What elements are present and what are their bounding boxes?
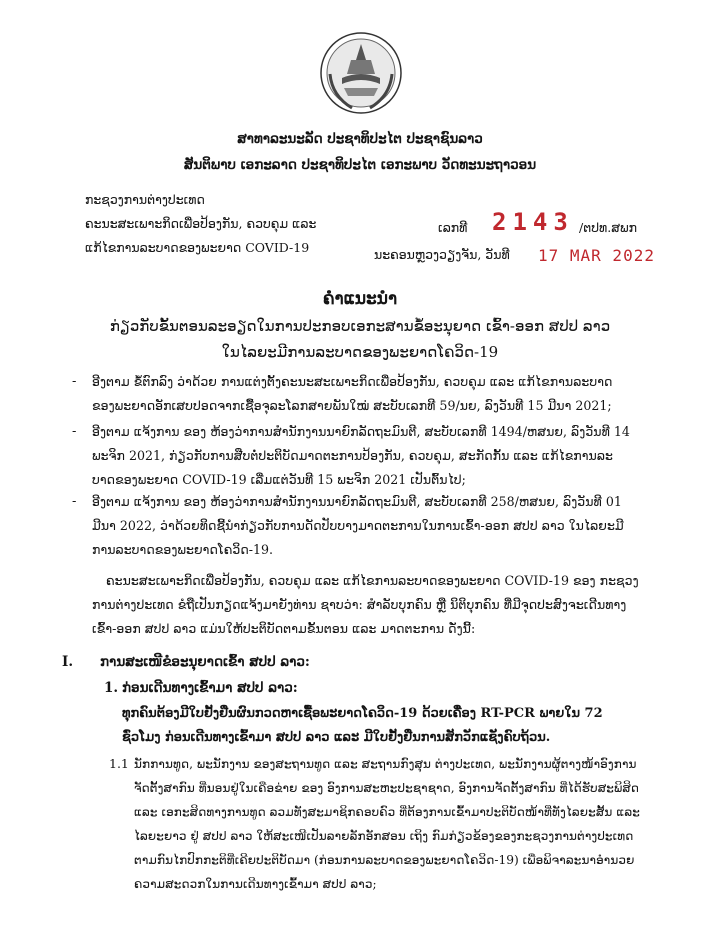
item-number: 1. bbox=[104, 680, 119, 696]
issuer-ministry: ກະຊວງການຕ່າງປະເທດ bbox=[85, 192, 205, 207]
document-title: ຄໍາແນະນໍາ bbox=[322, 289, 398, 309]
document-subtitle-line2: ໃນໄລຍະມີການລະບາດຂອງພະຍາດໂຄວິດ-19 bbox=[221, 343, 499, 361]
reference-item: ອີງຕາມ ແຈ້ງການ ຂອງ ຫ້ອງວ່າການສໍານັກງານນາຍົກລັດຖະມົນຕີ, ສະບັບເລກທີ 258/ຫສນຍ, ລົງວັນທີ 01 ມີນາ 2022, ວ່າດ້ວຍທິດຊີ້ນໍາກ່ຽວກັບການດັດປັບບາງມາດຕະການໃນການເຂົ້າ-ອອກ ສປປ ລາວ ໃນໄລຍະມີ ການລະບາດຂອງພະຍາດໂຄວິດ-19. bbox=[92, 494, 624, 557]
item-heading: ກ່ອນເດີນທາງເຂົ້າມາ ສປປ ລາວ: bbox=[122, 680, 298, 696]
reference-bullet: - bbox=[72, 424, 77, 439]
subitem-number: 1.1 bbox=[109, 756, 129, 771]
national-emblem-icon bbox=[318, 30, 404, 116]
place-date-label: ນະຄອນຫຼວງວຽງຈັນ, ວັນທີ bbox=[374, 247, 510, 262]
item-requirement: ທຸກຄົນຕ້ອງມີໃບຢັ້ງຢືນຜົນກວດຫາເຊື້ອພະຍາດໂຄວິດ-19 ດ້ວຍເຄື່ອງ RT-PCR ພາຍໃນ 72 ຊົ່ວໂມງ ກ່ອນເດີນທາງເຂົ້າມາ ສປປ ລາວ ແລະ ມີໃບຢັ້ງຢືນການສັກວັກແຊັງຄົບຖ້ວນ. bbox=[122, 706, 603, 745]
issuer-committee-line1: ຄະນະສະເພາະກິດເພື່ອປ້ອງກັນ, ຄວບຄຸມ ແລະ bbox=[85, 216, 317, 231]
section-numeral: I. bbox=[62, 654, 74, 670]
document-date: 17 MAR 2022 bbox=[538, 246, 655, 265]
reference-item: ອີງຕາມ ຂໍ້ຕົກລົງ ວ່າດ້ວຍ ການແຕ່ງຕັ້ງຄະນະສະເພາະກິດເພື່ອປ້ອງກັນ, ຄວບຄຸມ ແລະ ແກ້ໄຂການລະບາດ ຂອງພະຍາດອັກເສບປອດຈາກເຊື້ອຈຸລະໂລກສາຍພັນໃໝ່ ສະບັບເລກທີ 59/ນຍ, ລົງວັນທີ 15 ມີນາ 2021; bbox=[92, 374, 613, 413]
intro-paragraph: ຄະນະສະເພາະກິດເພື່ອປ້ອງກັນ, ຄວບຄຸມ ແລະ ແກ້ໄຂການລະບາດຂອງພະຍາດ COVID-19 ຂອງ ກະຊວງ ການຕ່າງປະເທດ ຂໍຖືເປັນກຽດແຈ້ງມາຍັງທ່ານ ຊາບວ່າ: ສໍາລັບບຸກຄົນ ຫຼື ນິຕິບຸກຄົນ ທີ່ມີຈຸດປະສົງຈະເດີນທາງ ເຂົ້າ-ອອກ ສປປ ລາວ ແມ່ນໃຫ້ປະຕິບັດຕາມຂັ້ນຕອນ ແລະ ມາດຕະການ ດັ່ງນີ້: bbox=[92, 573, 639, 636]
reference-bullet: - bbox=[72, 494, 77, 509]
reference-suffix: /ຕປທ.ສພກ bbox=[579, 220, 637, 235]
section-heading: ການສະເໜີຂໍອະນຸຍາດເຂົ້າ ສປປ ລາວ: bbox=[100, 654, 310, 670]
reference-number: 2143 bbox=[492, 208, 574, 236]
issuer-committee-line2: ແກ້ໄຂການລະບາດຂອງພະຍາດ COVID-19 bbox=[85, 240, 310, 255]
reference-item: ອີງຕາມ ແຈ້ງການ ຂອງ ຫ້ອງວ່າການສໍານັກງານນາຍົກລັດຖະມົນຕີ, ສະບັບເລກທີ 1494/ຫສນຍ, ລົງວັນທີ 14 ພະຈິກ 2021, ກ່ຽວກັບການສືບຕໍ່ປະຕິບັດມາດຕະການປ້ອງກັນ, ຄວບຄຸມ, ສະກັດກັ້ນ ແລະ ແກ້ໄຂການລະ ບາດຂອງພະຍາດ COVID-19 ເລີ່ມແຕ່ວັນທີ 15 ພະຈິກ 2021 ເປັນຕົ້ນໄປ; bbox=[92, 424, 630, 487]
reference-bullet: - bbox=[72, 374, 77, 389]
national-motto: ສັນຕິພາບ ເອກະລາດ ປະຊາທິປະໄຕ ເອກະພາບ ວັດທະນະຖາວອນ bbox=[183, 157, 537, 173]
document-subtitle-line1: ກ່ຽວກັບຂັ້ນຕອນລະອຽດໃນການປະກອບເອກະສານຂໍ້ອະນຸຍາດ ເຂົ້າ-ອອກ ສປປ ລາວ bbox=[109, 317, 611, 335]
reference-number-label: ເລກທີ bbox=[438, 220, 468, 235]
national-header-line1: ສາທາລະນະລັດ ປະຊາທິປະໄຕ ປະຊາຊົນລາວ bbox=[237, 131, 483, 147]
subitem-body: ນັກການທູດ, ພະນັກງານ ຂອງສະຖານທູດ ແລະ ສະຖານກົງສຸນ ຕ່າງປະເທດ, ພະນັກງານຜູ້ຕາງໜ້າອົງການ ຈັດຕັ້ງສາກົນ ທີ່ນອນຢູ່ໃນເຄືອຂ່າຍ ຂອງ ອົງການສະຫະປະຊາຊາດ, ອົງການຈັດຕັ້ງສາກົນ ທີ່ໄດ້ຮັບສະພິສິດ ແລະ ເອກະສິດທາງການທູດ ລວມທັງສະມາຊິກຄອບຄົວ ທີ່ຕ້ອງການເຂົ້າມາປະຕິບັດໜ້າທີ່ທັງໄລຍະສັ້ນ ແລະ ໄລຍະຍາວ ຢູ່ ສປປ ລາວ ໃຫ້ສະເໜີເປັນລາຍລັກອັກສອນ ເຖິງ ກົມກ່ຽວຂ້ອງຂອງກະຊວງການຕ່າງປະເທດ ຕາມກົນໄກປົກກະຕິທີ່ເຄີຍປະຕິບັດມາ (ກ່ອນການລະບາດຂອງພະຍາດໂຄວິດ-19) ເພື່ອພິຈາລະນາອໍານວຍ ຄວາມສະດວກໃນການເດີນທາງເຂົ້າມາ ສປປ ລາວ; bbox=[134, 757, 640, 891]
